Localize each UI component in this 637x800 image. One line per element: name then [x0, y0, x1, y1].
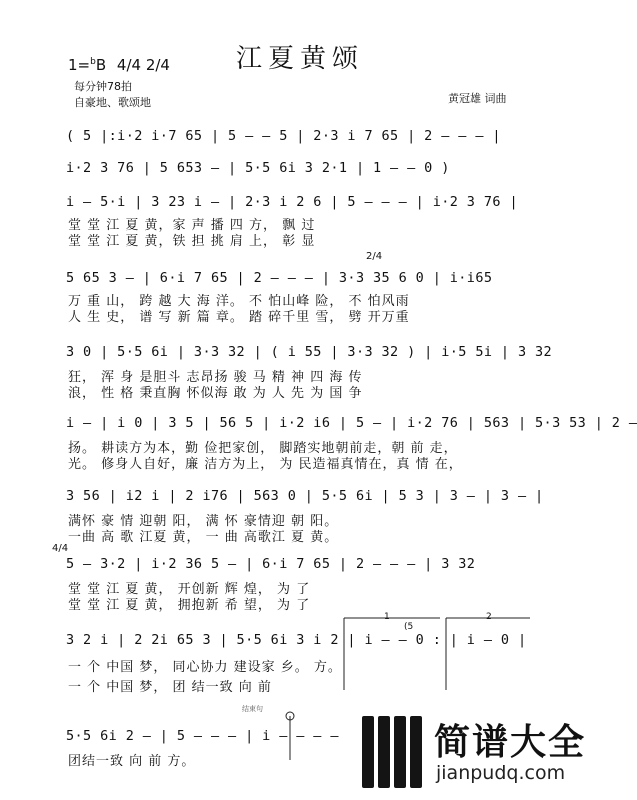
lyric-line: 堂 堂 江 夏 黄，铁 担 挑 肩 上， 彰 显 [68, 234, 316, 249]
time-change-4-4: 4/4 [52, 543, 69, 554]
notation-line-7: 3 56 | i2 i | 2 i76 | 563 0 | 5·5 6i | 5 3 | 3 — | 3 — | [66, 488, 544, 504]
key-note: B [95, 56, 107, 74]
notation-line-10: 5·5 6i 2 — | 5 — — — | i — — — — [66, 728, 339, 744]
lyric-line: 狂， 浑 身 是胆斗 志昂扬 骏 马 精 神 四 海 传 [68, 370, 363, 385]
lyric-line: 堂 堂 江 夏 黄， 开创新 辉 煌， 为 了 [68, 582, 311, 597]
second-ending-mark: 2 [486, 612, 492, 622]
lyric-line: 人 生 史， 谱 写 新 篇 章。 踏 碎千里 雪， 劈 开万重 [68, 310, 410, 325]
lyric-line: 堂 堂 江 夏 黄，家 声 播 四 方， 飘 过 [68, 218, 316, 233]
lyric-line: 一 个 中国 梦， 团 结一致 向 前 [68, 680, 272, 695]
lyric-line: 一曲 高 歌 江夏 黄， 一 曲 高歌江 夏 黄。 [68, 530, 339, 545]
lyric-line: 满怀 豪 情 迎朝 阳， 满 怀 豪情迎 朝 阳。 [68, 514, 339, 529]
notation-line-9: 3 2 i | 2 2i 65 3 | 5·5 6i 3 i 2 | i — — 0 : | i — 0 | [66, 632, 527, 648]
first-ending-mark: 1 [384, 612, 390, 622]
site-logo [362, 712, 592, 792]
piano-keys-icon [362, 716, 426, 788]
expression-marking: 自豪地、歌颂地 [74, 96, 151, 109]
notation-line-5: 3 0 | 5·5 6i | 3·3 32 | ( i 55 | 3·3 32 ) | i·5 5i | 3 32 [66, 344, 553, 360]
small-note: (5 [404, 622, 414, 632]
notation-line-2: i·2 3 76 | 5 653 — | 5·5 6i 3 2·1 | 1 — — 0 ) [66, 160, 450, 176]
coda-note: 结束句 [242, 705, 263, 713]
time-signature: 4/4 2/4 [116, 56, 170, 74]
notation-line-6: i — | i 0 | 3 5 | 56 5 | i·2 i6 | 5 — | i·2 76 | 563 | 5·3 53 | 2 — [66, 415, 637, 431]
lyric-line: 团结一致 向 前 方。 [68, 754, 196, 769]
logo-url: jianpudq.com [436, 762, 566, 784]
lyric-line: 万 重 山， 跨 越 大 海 洋。 不 怕山峰 险， 不 怕风雨 [68, 294, 410, 309]
notation-line-8: 5 — 3·2 | i·2 36 5 — | 6·i 7 65 | 2 — — — | 3 32 [66, 556, 476, 572]
lyric-line: 扬。 耕读方为本，勤 俭把家创， 脚踏实地朝前走，朝 前 走， [68, 441, 458, 456]
author-credit: 黄冠雄 词曲 [448, 92, 507, 105]
key-main: 1= [68, 56, 91, 74]
lyric-line: 堂 堂 江 夏 黄， 拥抱新 希 望， 为 了 [68, 598, 311, 613]
song-title: 江夏黄颂 [235, 44, 364, 74]
notation-line-4: 5 65 3 — | 6·i 7 65 | 2 — — — | 3·3 35 6 0 | i·i65 [66, 270, 493, 286]
key-flat: b [90, 57, 96, 67]
lyric-line: 一 个 中国 梦， 同心协力 建设家 乡。 方。 [68, 660, 342, 675]
logo-name: 简谱大全 [434, 722, 587, 763]
lyric-line: 光。 修身人自好，廉 洁方为上， 为 民造福真情在，真 情 在， [68, 457, 463, 472]
tempo-marking: 每分钟78拍 [74, 80, 132, 93]
time-change-2-4: 2/4 [366, 251, 383, 262]
notation-line-3: i — 5·i | 3 23 i — | 2·3 i 2 6 | 5 — — — | i·2 3 76 | [66, 194, 518, 210]
notation-line-1: ( 5 |:i·2 i·7 65 | 5 — — 5 | 2·3 i 7 65 | 2 — — — | [66, 128, 501, 144]
lyric-line: 浪， 性 格 秉直胸 怀似海 敢 为 人 先 为 国 争 [68, 386, 363, 401]
